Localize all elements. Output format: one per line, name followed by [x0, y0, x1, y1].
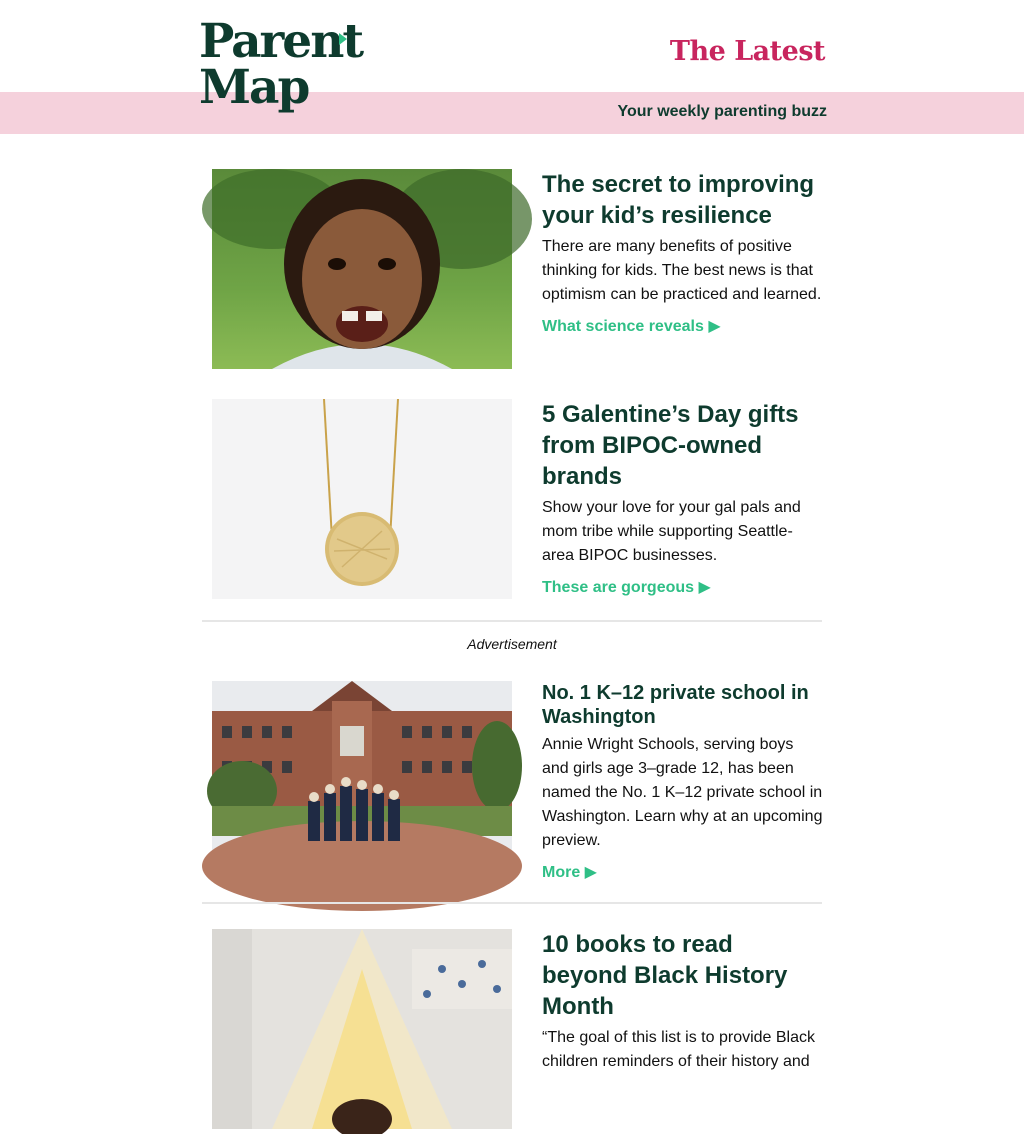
divider: [202, 902, 822, 904]
article-image-necklace[interactable]: [212, 399, 512, 599]
article-link[interactable]: These are gorgeous ▶: [542, 579, 711, 596]
article-image-school-building[interactable]: [212, 681, 512, 881]
section-title: The Latest: [669, 36, 825, 67]
article-copy: [542, 399, 824, 597]
divider: [202, 620, 822, 622]
article-image-smiling-girl[interactable]: [212, 169, 512, 369]
tagline-band: [0, 92, 1024, 134]
article-copy: [542, 929, 824, 1074]
article-description: There are many benefits of positive thinking for kids. The best news is that optimism can be practiced and learned.: [542, 238, 822, 303]
article-image-reading-tent[interactable]: [212, 929, 512, 1129]
tagline: Your weekly parenting buzz: [617, 103, 827, 120]
article-copy: [542, 169, 824, 336]
logo-line-2: Map: [199, 60, 309, 115]
article-description: Show your love for your gal pals and mom tribe while supporting Seattle-area BIPOC businesses.: [542, 499, 801, 564]
article-description: “The goal of this list is to provide Black children reminders of their history and: [542, 1029, 816, 1070]
logo-play-icon: [339, 33, 347, 45]
email-header: [0, 0, 1024, 92]
article-description: Annie Wright Schools, serving boys and girls age 3–grade 12, has been named the No. 1 K–12 private school in Washington. Learn why at an upcoming preview.: [542, 736, 823, 849]
article-title[interactable]: No. 1 K–12 private school in Washington: [542, 682, 809, 728]
parentmap-logo[interactable]: [199, 14, 363, 122]
advertisement-label: Advertisement: [467, 636, 557, 652]
article-copy: [542, 681, 824, 882]
article-title[interactable]: 10 books to read beyond Black History Month: [542, 931, 788, 1020]
article-link[interactable]: More ▶: [542, 864, 597, 881]
article-title[interactable]: The secret to improving your kid’s resilience: [542, 171, 815, 229]
logo-line-1: Parent: [199, 14, 363, 69]
article-link[interactable]: What science reveals ▶: [542, 318, 721, 335]
article-title[interactable]: 5 Galentine’s Day gifts from BIPOC-owned brands: [542, 401, 799, 490]
